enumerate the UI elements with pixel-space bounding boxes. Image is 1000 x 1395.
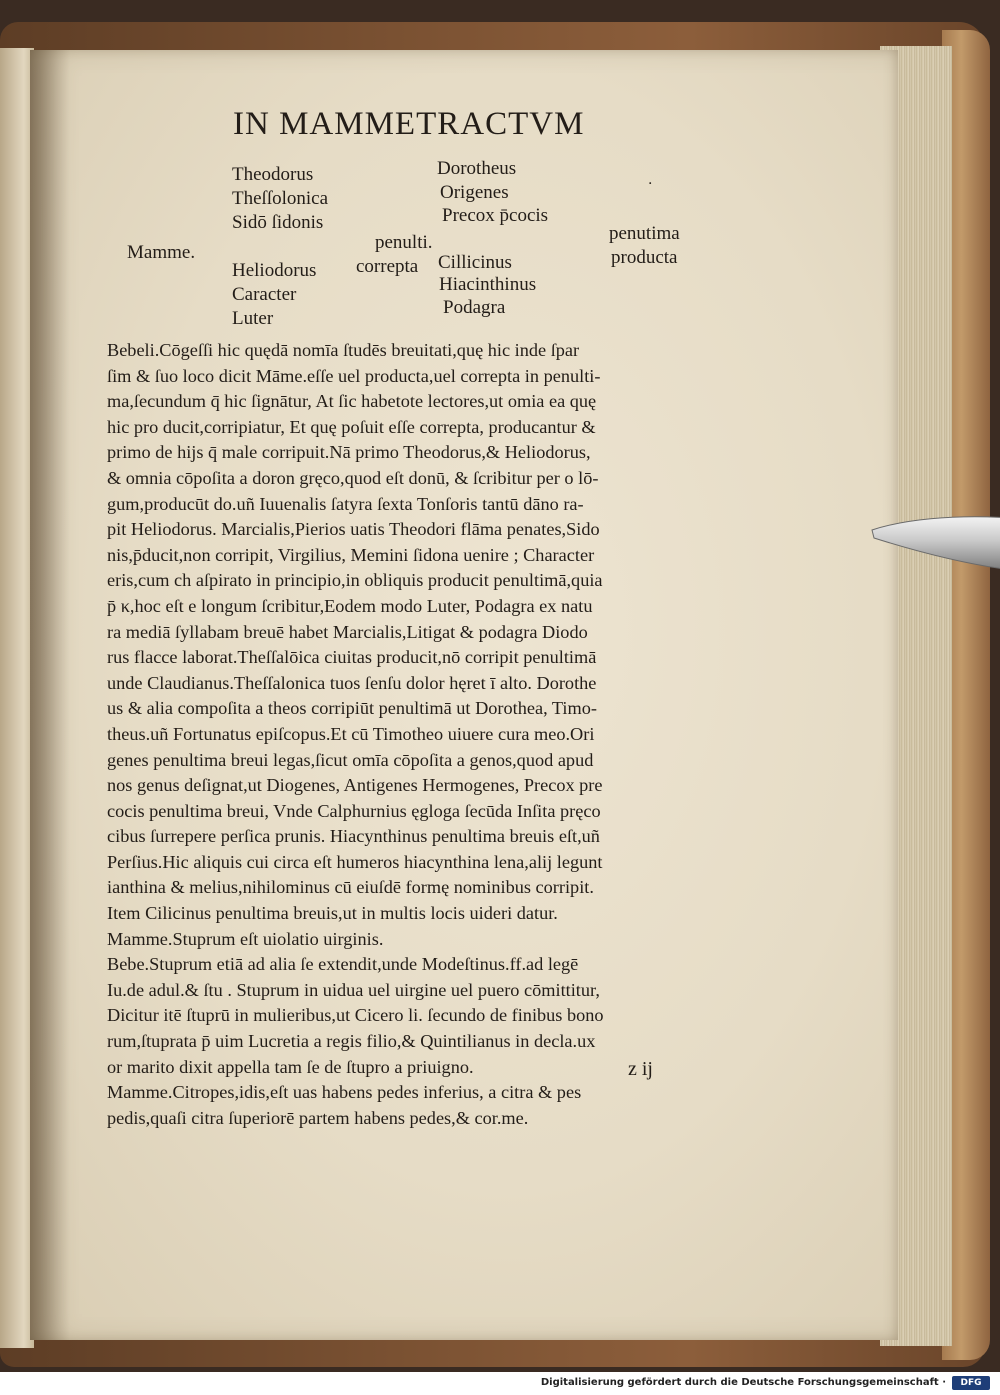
table-mid-label: penulti. xyxy=(375,232,433,253)
body-line: us & alia compoſita a theos corripiūt penultimā ut Dorothea, Timo‑ xyxy=(107,698,597,719)
body-line: primo de hijs q̄ male corripuit.Nā primo Theodorus,& Heliodorus, xyxy=(107,442,591,463)
body-line: rus flacce laborat.Theſſalōica ciuitas producit,nō corripit penultimā xyxy=(107,647,597,668)
table-word: Theſſolonica xyxy=(232,188,329,209)
body-line: theus.uñ Fortunatus epiſcopus.Et cū Timotheo uiuere cura meo.Ori xyxy=(107,723,595,744)
funding-credit: Digitalisierung gefördert durch die Deutsche Forschungsgemeinschaft · xyxy=(540,1377,946,1388)
body-line: Iu.de adul.& ſtu . Stuprum in uidua uel uirgine uel puero cōmittitur, xyxy=(107,979,600,1000)
table-right-label: penutima xyxy=(609,223,680,244)
table-word: Podagra xyxy=(443,297,506,318)
body-line: ſim & ſuo loco dicit Māme.eſſe uel producta,uel correpta in penulti‑ xyxy=(107,365,601,386)
body-line: Dicitur itē ſtuprū in mulieribus,ut Cicero li. ſecundo de finibus bono xyxy=(107,1005,604,1026)
table-word: Dorotheus xyxy=(437,158,517,179)
body-line: ianthina & melius,nihilominus cū eiuſdē formę nominibus corripit. xyxy=(107,877,594,898)
table-word: Sidō ſidonis xyxy=(232,212,324,233)
table-word: Theodorus xyxy=(232,164,314,185)
table-left-label: Mamme. xyxy=(127,242,196,263)
body-line: eris,cum ch aſpirato in principio,in obliquis producit penultimā,quia xyxy=(107,570,603,591)
body-line: gum,producūt do.uñ Iuuenalis ſatyra ſexta Tonſoris tantū dāno ra‑ xyxy=(107,493,584,514)
pointer-tool xyxy=(862,500,1000,572)
table-word: Cillicinus xyxy=(438,252,512,273)
body-line: pit Heliodorus. Marcialis,Pierios uatis Theodori flāma penates,Sido xyxy=(107,519,600,540)
table-mid-label: correpta xyxy=(356,256,419,277)
table-word: Caracter xyxy=(232,284,297,305)
body-line: ra mediā ſyllabam breuē habet Marcialis,Litigat & podagra Diodo xyxy=(107,621,588,642)
signature-mark: z ij xyxy=(628,1058,653,1080)
body-line: or marito dixit appella tam ſe de ſtupro a priuigno. xyxy=(107,1056,474,1077)
body-line: nos genus deſignat,ut Diogenes, Antigenes Hermogenes, Precox pre xyxy=(107,775,603,796)
body-line: nis,p̄ducit,non corripit, Virgilius, Memini ſidona uenire ; Character xyxy=(107,544,595,565)
body-line: rum,ſtuprata p̄ uim Lucretia a regis filio,& Quintilianus in decla.ux xyxy=(107,1031,596,1052)
body-line: cibus ſurrepere perſica prunis. Hiacynthinus penultima breuis eſt,uñ xyxy=(107,826,600,847)
body-line: cocis penultima breui, Vnde Calphurnius ęgloga ſecūda Inſita pręco xyxy=(107,800,601,821)
table-word: Heliodorus xyxy=(232,260,317,281)
table-word: Precox p̄cocis xyxy=(442,205,549,226)
table-right-label: producta xyxy=(611,247,678,268)
body-line: Bebeli.Cōgeſſi hic quędā nomīa ſtudēs breuitati,quę hic inde ſpar xyxy=(107,340,580,360)
body-line: hic pro ducit,corripiatur, Et quę poſuit eſſe correpta, producantur & xyxy=(107,416,596,437)
facing-page-edge xyxy=(0,48,34,1348)
body-line: & omnia cōpoſita a doron gręco,quod eſt donū, & ſcribitur per o lō‑ xyxy=(107,467,599,488)
body-line: Perſius.Hic aliquis cui circa eſt humeros hiacynthina lena,alij legunt xyxy=(107,851,603,872)
body-line: Item Cilicinus penultima breuis,ut in multis locis uideri datur. xyxy=(107,903,558,924)
body-line: genes penultima breui legas,ſicut omīa cōpoſita a genos,quod apud xyxy=(107,749,594,770)
body-line: pedis,quaſi citra ſuperiorē partem habens pedes,& cor.me. xyxy=(107,1107,529,1128)
body-text xyxy=(107,338,727,1131)
table-word: Luter xyxy=(232,308,274,329)
page-gutter-shadow xyxy=(30,50,70,1340)
body-line: Mamme.Stuprum eſt uiolatio uirginis. xyxy=(107,928,384,949)
table-word: Origenes xyxy=(440,182,509,203)
marginal-dot: · xyxy=(648,176,653,192)
body-line: ma,ſecundum q̄ hic ſignātur, At ſic habetote lectores,ut omia ea quę xyxy=(107,391,597,412)
body-line: unde Claudianus.Theſſalonica tuos ſenſu dolor hęret ī alto. Dorothe xyxy=(107,672,597,693)
body-line: Mamme.Citropes,idis,eſt uas habens pedes inferius, a citra & pes xyxy=(107,1082,582,1103)
footer-bar xyxy=(0,1372,1000,1395)
page-heading: IN MAMMETRACTVM xyxy=(233,106,585,142)
table-word: Hiacinthinus xyxy=(439,274,537,295)
dfg-logo: DFG xyxy=(952,1376,990,1390)
body-line: Bebe.Stuprum etiā ad alia ſe extendit,unde Modeſtinus.ff.ad legē xyxy=(107,954,579,975)
body-line: p̄ κ,hoc eſt e longum ſcribitur,Eodem modo Luter, Podagra ex natu xyxy=(107,595,593,616)
